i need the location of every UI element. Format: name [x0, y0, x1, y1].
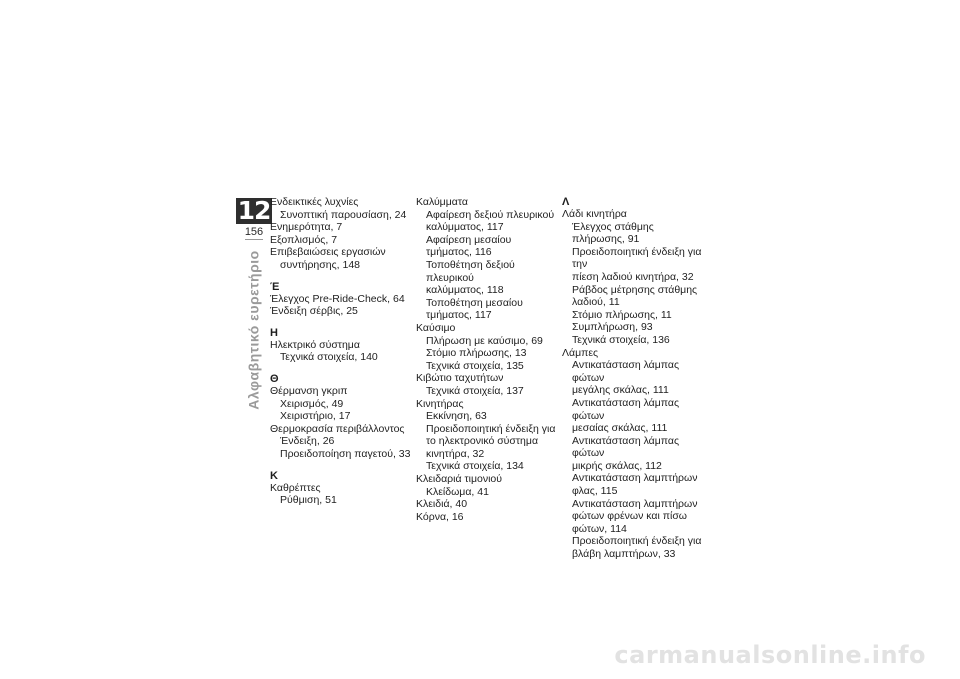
index-subentry: φώτων, 114 [572, 522, 627, 535]
index-subentry: βλάβη λαμπτήρων, 33 [572, 548, 676, 561]
index-subentry: Προειδοποιητική ένδειξη για [572, 535, 702, 548]
index-subentry: Χειρισμός, 49 [280, 397, 344, 410]
index-subentry: Αντικατάσταση λάμπας φώτων [572, 396, 680, 422]
index-subentry: Αφαίρεση δεξιού πλευρικού [426, 208, 555, 221]
index-subentry: Στόμιο πλήρωσης, 11 [572, 308, 672, 321]
index-subentry: Προειδοποίηση παγετού, 33 [280, 447, 411, 460]
index-subentry: Ρύθμιση, 51 [280, 494, 337, 507]
index-subentry: Πλήρωση με καύσιμο, 69 [426, 334, 543, 347]
index-column-1 [270, 196, 418, 507]
index-subentry: Έλεγχος στάθμης [572, 220, 654, 233]
section-title: Αλφαβητικό ευρετήριο [246, 250, 262, 410]
watermark: carmanualsonline.info [614, 641, 926, 669]
index-subentry: Τεχνικά στοιχεία, 135 [426, 359, 524, 372]
index-entry: Επιβεβαιώσεις εργασιών [270, 246, 386, 259]
index-subentry: Τοποθέτηση δεξιού πλευρικού [426, 258, 515, 284]
index-subentry: Τεχνικά στοιχεία, 134 [426, 460, 524, 473]
index-subentry: Χειριστήριο, 17 [280, 410, 351, 423]
index-column-2 [416, 196, 564, 523]
index-subentry: Συμπλήρωση, 93 [572, 321, 653, 334]
index-letter-heading: Έ [270, 280, 280, 293]
index-subentry: Κλείδωμα, 41 [426, 485, 489, 498]
index-entry: Καθρέπτες [270, 481, 321, 494]
index-subentry: καλύμματος, 118 [426, 284, 504, 297]
index-subentry: Αφαίρεση μεσαίου [426, 233, 512, 246]
index-subentry: λαδιού, 11 [572, 296, 620, 309]
index-subentry: Στόμιο πλήρωσης, 13 [426, 347, 527, 360]
index-subentry: τμήματος, 117 [426, 309, 492, 322]
chapter-number: 12 [237, 196, 271, 225]
index-entry: Καλύμματα [416, 196, 468, 208]
index-entry: Κινητήρας [416, 397, 464, 410]
index-letter-heading: Λ [562, 196, 570, 208]
index-subentry: μεσαίας σκάλας, 111 [572, 422, 668, 435]
index-entry: Εξοπλισμός, 7 [270, 233, 338, 246]
index-subentry: Προειδοποιητική ένδειξη για την [572, 245, 702, 271]
index-column-3 [562, 196, 710, 561]
index-subentry: Εκκίνηση, 63 [426, 410, 487, 423]
index-entry: Ηλεκτρικό σύστημα [270, 338, 360, 351]
index-entry: Θερμοκρασία περιβάλλοντος [270, 422, 405, 435]
index-subentry: Τοποθέτηση μεσαίου [426, 296, 523, 309]
index-subentry: Τεχνικά στοιχεία, 136 [572, 333, 670, 346]
index-subentry: Ράβδος μέτρησης στάθμης [572, 283, 698, 296]
index-subentry: πλήρωσης, 91 [572, 233, 640, 246]
index-subentry: το ηλεκτρονικό σύστημα [426, 435, 539, 448]
index-subentry: τμήματος, 116 [426, 246, 492, 259]
chapter-marker [237, 196, 271, 240]
index-subentry: Αντικατάσταση λαμπτήρων [572, 472, 698, 485]
index-subentry: Προειδοποιητική ένδειξη για [426, 422, 556, 435]
index-entry: Κόρνα, 16 [416, 510, 464, 523]
index-subentry: μεγάλης σκάλας, 111 [572, 384, 669, 397]
index-entry: Έλεγχος Pre-Ride-Check, 64 [270, 292, 405, 305]
index-subentry: Αντικατάσταση λαμπτήρων [572, 497, 698, 510]
index-entry: Καύσιμο [416, 321, 456, 334]
index-subentry: Αντικατάσταση λάμπας φώτων [572, 359, 680, 384]
index-subentry: Τεχνικά στοιχεία, 137 [426, 384, 524, 397]
index-entry: Ενδεικτικές λυχνίες [270, 196, 359, 208]
index-subentry: Αντικατάσταση λάμπας φώτων [572, 434, 680, 460]
index-letter-heading: Κ [270, 469, 278, 482]
index-subentry: Συνοπτική παρουσίαση, 24 [280, 208, 407, 221]
page-number: 156 [244, 226, 264, 238]
index-entry: Κιβώτιο ταχυτήτων [416, 372, 504, 385]
index-entry: Ένδειξη σέρβις, 25 [270, 305, 358, 318]
index-subentry: Ένδειξη, 26 [280, 435, 335, 448]
index-entry: Κλειδαριά τιμονιού [416, 473, 503, 486]
index-subentry: κινητήρα, 32 [426, 447, 485, 460]
index-subentry: καλύμματος, 117 [426, 221, 504, 234]
index-subentry: πίεση λαδιού κινητήρα, 32 [572, 270, 694, 283]
index-subentry: συντήρησης, 148 [280, 258, 361, 271]
index-letter-heading: Η [270, 326, 278, 339]
index-subentry: μικρής σκάλας, 112 [572, 459, 662, 472]
index-letter-heading: Θ [270, 372, 279, 385]
index-entry: Θέρμανση γκριπ [270, 384, 348, 397]
index-entry: Ενημερότητα, 7 [270, 221, 343, 234]
index-entry: Λάμπες [562, 346, 599, 359]
index-subentry: φλας, 115 [572, 485, 618, 498]
index-subentry: Τεχνικά στοιχεία, 140 [280, 351, 378, 364]
index-entry: Κλειδιά, 40 [416, 498, 468, 511]
index-subentry: φώτων φρένων και πίσω [572, 510, 687, 523]
index-entry: Λάδι κινητήρα [562, 208, 627, 220]
